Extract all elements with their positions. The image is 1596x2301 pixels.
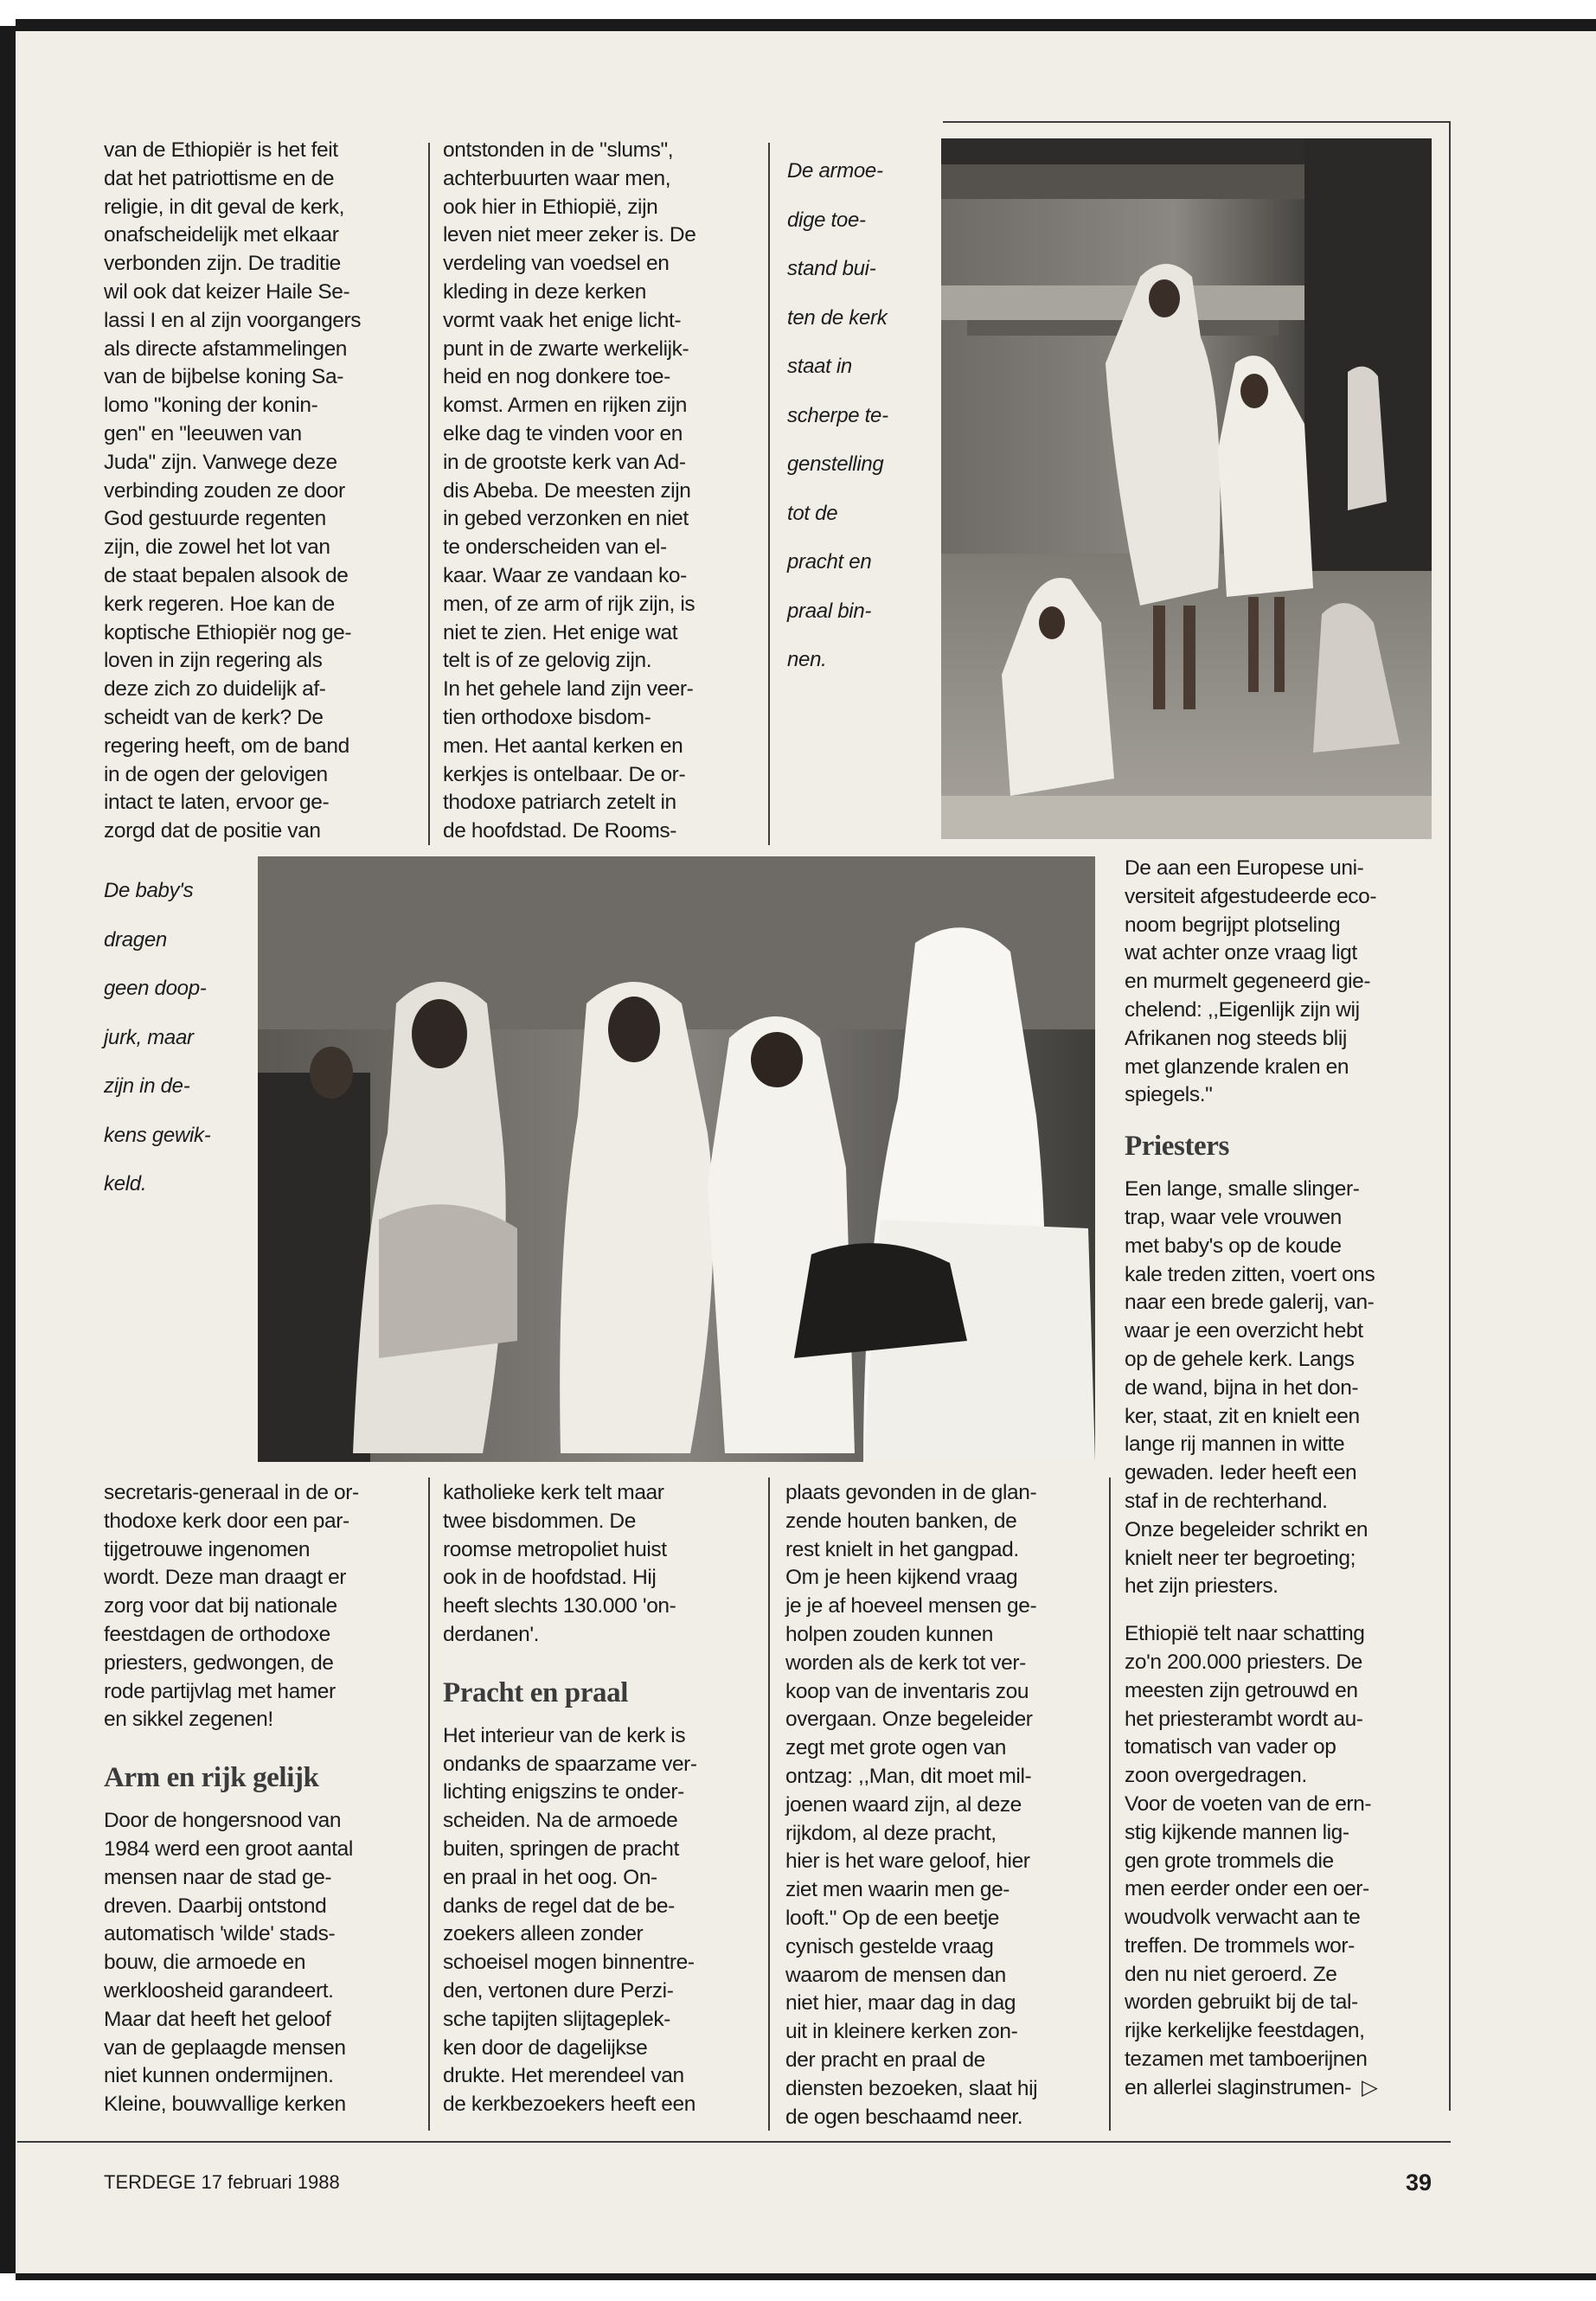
column-4 xyxy=(1125,855,1440,2103)
column-4-intro xyxy=(1125,855,1440,1110)
text-line: tezamen met tamboerijnen xyxy=(1125,2048,1368,2072)
text-line: diensten bezoeken, slaat hij xyxy=(785,2076,1038,2100)
text-line: scheidt van de kerk? De xyxy=(104,705,324,729)
text-line: men. Het aantal kerken en xyxy=(443,734,683,758)
text-line: tien orthodoxe bisdom- xyxy=(443,705,651,729)
text-line: nen. xyxy=(787,648,827,671)
text-line: roomse metropoliet huist xyxy=(443,1537,667,1561)
text-line: ten de kerk xyxy=(787,305,888,330)
text-line: en sikkel zegenen! xyxy=(104,1708,273,1732)
page-number: 39 xyxy=(1406,2170,1433,2195)
text-line: werkloosheid garandeert. xyxy=(104,1978,334,2003)
text-line: hier is het ware geloof, hier xyxy=(785,1849,1030,1874)
text-line: vormt vaak het enige licht- xyxy=(443,308,682,332)
text-line: thodoxe patriarch zetelt in xyxy=(443,791,676,815)
text-line: punt in de zwarte werkelijk- xyxy=(443,336,689,361)
text-line: de staat bepalen alsook de xyxy=(104,563,349,587)
text-line: naar een brede galerij, van- xyxy=(1125,1291,1375,1315)
text-line: worden gebruikt bij de tal- xyxy=(1125,1990,1358,2015)
text-line: ook hier in Ethiopië, zijn xyxy=(443,195,658,219)
text-line: intact te laten, ervoor ge- xyxy=(104,791,330,815)
text-line: zijn, die zowel het lot van xyxy=(104,535,330,560)
text-line: kerkjes is ontelbaar. De or- xyxy=(443,762,686,786)
text-line: pracht en xyxy=(787,550,872,574)
text-line: deze zich zo duidelijk af- xyxy=(104,677,326,702)
column-2-bottom xyxy=(443,1479,754,2119)
text-line: regering heeft, om de band xyxy=(104,734,349,758)
text-line: ontzag: ,,Man, dit moet mil- xyxy=(785,1764,1032,1788)
text-line: de wand, bijna in het don- xyxy=(1125,1375,1359,1400)
text-line: bouw, die armoede en xyxy=(104,1951,306,1975)
text-line: ondanks de spaarzame ver- xyxy=(443,1752,697,1776)
text-line: Het interieur van de kerk is xyxy=(443,1723,686,1747)
text-line: holpen zouden kunnen xyxy=(785,1622,993,1646)
text-line: rijkdom, al deze pracht, xyxy=(785,1821,997,1845)
text-line: religie, in dit geval de kerk, xyxy=(104,195,345,219)
text-line: kale treden zitten, voert ons xyxy=(1125,1262,1375,1286)
heading-arm-en-rijk: Arm en rijk gelijk xyxy=(104,1762,319,1794)
text-line: en praal in het oog. On- xyxy=(443,1865,657,1889)
text-line: schoeisel mogen binnentre- xyxy=(443,1951,695,1975)
text-line: in gebed verzonken en niet xyxy=(443,507,689,531)
text-line: God gestuurde regenten xyxy=(104,507,326,531)
text-line: 1984 werd een groot aantal xyxy=(104,1836,353,1861)
text-line: meesten zijn getrouwd en xyxy=(1125,1678,1358,1702)
text-line: In het gehele land zijn veer- xyxy=(443,677,694,702)
text-line: Juda" zijn. Vanwege deze xyxy=(104,450,337,474)
text-line: dat het patriottisme en de xyxy=(104,166,335,190)
text-line: Voor de voeten van de ern- xyxy=(1125,1791,1372,1816)
column-rule-2 xyxy=(768,143,770,845)
text-line: Maar dat heeft het geloof xyxy=(104,2007,331,2031)
column-rule-6 xyxy=(1109,1477,1111,2131)
text-line: derdanen'. xyxy=(443,1622,540,1646)
text-line: stig kijkende mannen lig- xyxy=(1125,1820,1349,1844)
text-line: De aan een Europese uni- xyxy=(1125,856,1364,880)
text-line: lomo "koning der konin- xyxy=(104,394,318,418)
text-line: zijn in de- xyxy=(104,1074,190,1098)
text-line: twee bisdommen. De xyxy=(443,1509,636,1533)
text-line: heeft slechts 130.000 'on- xyxy=(443,1594,676,1618)
text-line: dragen xyxy=(104,927,167,952)
text-line: woudvolk verwacht aan te xyxy=(1125,1906,1361,1930)
column-2-bottom-text xyxy=(443,1479,754,1650)
text-line: gewaden. Ieder heeft een xyxy=(1125,1461,1357,1485)
column-2-top xyxy=(443,137,754,846)
text-line: lassi I en al zijn voorgangers xyxy=(104,308,362,332)
text-line: genstelling xyxy=(787,452,884,476)
text-line: geen doop- xyxy=(104,977,207,1000)
column-1-arm-text xyxy=(104,1807,415,2119)
text-line: het priesterambt wordt au- xyxy=(1125,1707,1363,1731)
text-line: op de gehele kerk. Langs xyxy=(1125,1347,1355,1371)
text-line: heid en nog donkere toe- xyxy=(443,365,670,389)
text-line: De armoe- xyxy=(787,159,883,183)
text-line: kerk regeren. Hoe kan de xyxy=(104,592,335,616)
text-line: lichting enigszins te onder- xyxy=(443,1780,684,1804)
text-line: trap, waar vele vrouwen xyxy=(1125,1205,1342,1229)
caption-poor-outside xyxy=(787,137,934,695)
text-line: joenen waard zijn, al deze xyxy=(785,1792,1022,1817)
text-line: plaats gevonden in de glan- xyxy=(785,1481,1037,1504)
text-line: ken door de dagelijkse xyxy=(443,2035,648,2060)
text-line: wat achter onze vraag ligt xyxy=(1125,941,1357,965)
text-line: achterbuurten waar men, xyxy=(443,166,671,190)
text-line: treffen. De trommels wor- xyxy=(1125,1933,1355,1958)
text-line: feestdagen de orthodoxe xyxy=(104,1622,330,1646)
column-rule-3 xyxy=(1449,121,1451,2111)
text-line: en murmelt gegeneerd gie- xyxy=(1125,970,1371,994)
text-line: met glanzende kralen en xyxy=(1125,1054,1349,1079)
text-line: Kleine, bouwvallige kerken xyxy=(104,2093,346,2117)
text-line: katholieke kerk telt maar xyxy=(443,1481,664,1504)
text-line: je je af hoeveel mensen ge- xyxy=(785,1594,1037,1618)
text-line: buiten, springen de pracht xyxy=(443,1836,679,1861)
column-rule-1 xyxy=(428,143,430,845)
text-line: mensen naar de stad ge- xyxy=(104,1865,332,1889)
text-line: keld. xyxy=(104,1172,147,1195)
text-line: koptische Ethiopiër nog ge- xyxy=(104,620,352,644)
text-line: praal bin- xyxy=(787,599,872,623)
text-line: en allerlei slaginstrumen- ▷ xyxy=(1125,2075,1378,2099)
text-line: priesters, gedwongen, de xyxy=(104,1650,334,1675)
text-line: drukte. Het merendeel van xyxy=(443,2064,684,2088)
text-line: men, of ze arm of rijk zijn, is xyxy=(443,592,695,616)
text-line: dige toe- xyxy=(787,208,866,232)
text-line: kleding in deze kerken xyxy=(443,279,646,304)
text-line: danks de regel dat de be- xyxy=(443,1894,675,1918)
photo-women-with-babies xyxy=(258,856,1095,1462)
text-line: den nu niet geroerd. Ze xyxy=(1125,1962,1337,1986)
column-4-priesters xyxy=(1125,1176,1440,1601)
column-1-bottom xyxy=(104,1479,415,2119)
text-line: tijgetrouwe ingenomen xyxy=(104,1537,311,1561)
text-line: overgaan. Onze begeleider xyxy=(785,1708,1033,1732)
text-line: van de Ethiopiër is het feit xyxy=(104,138,338,162)
text-line: staf in de rechterhand. xyxy=(1125,1489,1328,1513)
text-line: Om je heen kijkend vraag xyxy=(785,1566,1018,1590)
text-line: worden als de kerk tot ver- xyxy=(785,1650,1026,1675)
text-line: De baby's xyxy=(104,879,194,902)
text-line: cynisch gestelde vraag xyxy=(785,1934,994,1958)
text-line: niet te zien. Het enige wat xyxy=(443,620,678,644)
text-line: kaar. Waar ze vandaan ko- xyxy=(443,563,687,587)
column-2-pracht-text xyxy=(443,1722,754,2119)
text-line: niet kunnen ondermijnen. xyxy=(104,2064,334,2088)
scan-edge-top xyxy=(16,19,1596,31)
footer-rule xyxy=(17,2141,1451,2143)
text-line: automatisch 'wilde' stads- xyxy=(104,1922,336,1946)
continue-arrow-icon: ▷ xyxy=(1361,2075,1378,2099)
text-line: Onze begeleider schrikt en xyxy=(1125,1517,1368,1541)
heading-priesters: Priesters xyxy=(1125,1131,1229,1163)
text-line: stand bui- xyxy=(787,257,876,280)
text-line: niet hier, maar dag in dag xyxy=(785,1991,1016,2016)
text-line: ker, staat, zit en knielt een xyxy=(1125,1404,1360,1428)
text-line: dis Abeba. De meesten zijn xyxy=(443,478,691,503)
text-line: waarom de mensen dan xyxy=(785,1963,1006,1987)
text-line: tomatisch van vader op xyxy=(1125,1735,1336,1759)
text-line: de kerkbezoekers heeft een xyxy=(443,2093,695,2117)
text-line: in de grootste kerk van Ad- xyxy=(443,450,686,474)
text-line: zende houten banken, de xyxy=(785,1509,1017,1533)
text-line: wil ook dat keizer Haile Se- xyxy=(104,279,350,304)
text-line: Ethiopië telt naar schatting xyxy=(1125,1622,1365,1646)
text-line: rode partijvlag met hamer xyxy=(104,1679,336,1703)
text-line: noom begrijpt plotseling xyxy=(1125,913,1341,937)
caption-babies xyxy=(104,856,251,1220)
photo-poor-outside-church xyxy=(941,138,1432,839)
text-line: zo'n 200.000 priesters. De xyxy=(1125,1650,1362,1674)
text-line: gen" en "leeuwen van xyxy=(104,421,302,445)
text-line: van de bijbelse koning Sa- xyxy=(104,365,343,389)
text-line: ook in de hoofdstad. Hij xyxy=(443,1566,657,1590)
column-rule-4 xyxy=(428,1477,430,2131)
text-line: chelend: ,,Eigenlijk zijn wij xyxy=(1125,997,1360,1022)
text-line: zoon overgedragen. xyxy=(1125,1764,1307,1788)
column-4-priest-count xyxy=(1125,1620,1440,2103)
text-line: dreven. Daarbij ontstond xyxy=(104,1894,327,1918)
text-line: onafscheidelijk met elkaar xyxy=(104,223,339,247)
text-line: leven niet meer zeker is. De xyxy=(443,223,696,247)
column-1-bottom-text xyxy=(104,1479,415,1734)
text-line: komst. Armen en rijken zijn xyxy=(443,394,687,418)
text-line: men eerder onder een oer- xyxy=(1125,1877,1369,1901)
text-line: zegt met grote ogen van xyxy=(785,1736,1007,1760)
text-line: secretaris-generaal in de or- xyxy=(104,1481,359,1504)
text-line: jurk, maar xyxy=(104,1025,194,1049)
text-line: verbonden zijn. De traditie xyxy=(104,252,341,276)
text-line: uit in kleinere kerken zon- xyxy=(785,2020,1018,2044)
text-line: knielt neer ter begroeting; xyxy=(1125,1546,1356,1570)
text-line: zorgd dat de positie van xyxy=(104,819,321,843)
text-line: wordt. Deze man draagt er xyxy=(104,1566,347,1590)
top-border-rule xyxy=(943,121,1451,123)
text-line: verbinding zouden ze door xyxy=(104,478,345,503)
text-line: lange rij mannen in witte xyxy=(1125,1433,1345,1457)
text-line: rijke kerkelijke feestdagen, xyxy=(1125,2019,1365,2043)
column-3-bottom xyxy=(785,1479,1101,2131)
text-line: spiegels." xyxy=(1125,1083,1213,1107)
text-line: van de geplaagde mensen xyxy=(104,2035,346,2060)
text-line: elke dag te vinden voor en xyxy=(443,421,683,445)
text-line: ontstonden in de "slums", xyxy=(443,138,674,162)
text-line: te onderscheiden van el- xyxy=(443,535,667,560)
text-line: scherpe te- xyxy=(787,403,888,427)
text-line: de ogen beschaamd neer. xyxy=(785,2105,1023,2129)
text-line: ziet men waarin men ge- xyxy=(785,1878,1010,1902)
text-line: zoekers alleen zonder xyxy=(443,1922,644,1946)
scan-edge-left xyxy=(0,26,16,2275)
text-line: versiteit afgestudeerde eco- xyxy=(1125,884,1377,908)
text-line: scheiden. Na de armoede xyxy=(443,1809,678,1833)
text-line: thodoxe kerk door een par- xyxy=(104,1509,349,1533)
text-line: koop van de inventaris zou xyxy=(785,1679,1029,1703)
text-line: tot de xyxy=(787,501,838,525)
text-line: Een lange, smalle slinger- xyxy=(1125,1177,1360,1202)
text-line: sche tapijten slijtageplek- xyxy=(443,2007,670,2031)
text-line: looft." Op de een beetje xyxy=(785,1906,1000,1930)
text-line: zorg voor dat bij nationale xyxy=(104,1594,337,1618)
text-line: kens gewik- xyxy=(104,1123,211,1147)
text-line: telt is of ze gelovig zijn. xyxy=(443,649,652,673)
text-line: gen grote trommels die xyxy=(1125,1849,1334,1873)
text-line: rest knielt in het gangpad. xyxy=(785,1537,1019,1561)
text-line: in de ogen der gelovigen xyxy=(104,762,328,786)
column-1-top xyxy=(104,137,415,846)
text-line: loven in zijn regering als xyxy=(104,649,323,673)
text-line: Door de hongersnood van xyxy=(104,1809,342,1833)
text-line: Afrikanen nog steeds blij xyxy=(1125,1026,1347,1050)
text-line: met baby's op de koude xyxy=(1125,1234,1342,1258)
text-line: den, vertonen dure Perzi- xyxy=(443,1978,674,2003)
text-line: als directe afstammelingen xyxy=(104,336,348,361)
text-line: der pracht en praal de xyxy=(785,2048,985,2072)
text-line: het zijn priesters. xyxy=(1125,1574,1279,1599)
text-line: verdeling van voedsel en xyxy=(443,252,670,276)
scan-edge-bottom xyxy=(16,2273,1596,2280)
text-line: staat in xyxy=(787,355,852,378)
heading-pracht-en-praal: Pracht en praal xyxy=(443,1676,628,1708)
text-line: waar je een overzicht hebt xyxy=(1125,1319,1363,1343)
footer-publication: TERDEGE 17 februari 1988 xyxy=(104,2171,340,2193)
text-line: de hoofdstad. De Rooms- xyxy=(443,819,676,843)
column-rule-5 xyxy=(768,1477,770,2131)
